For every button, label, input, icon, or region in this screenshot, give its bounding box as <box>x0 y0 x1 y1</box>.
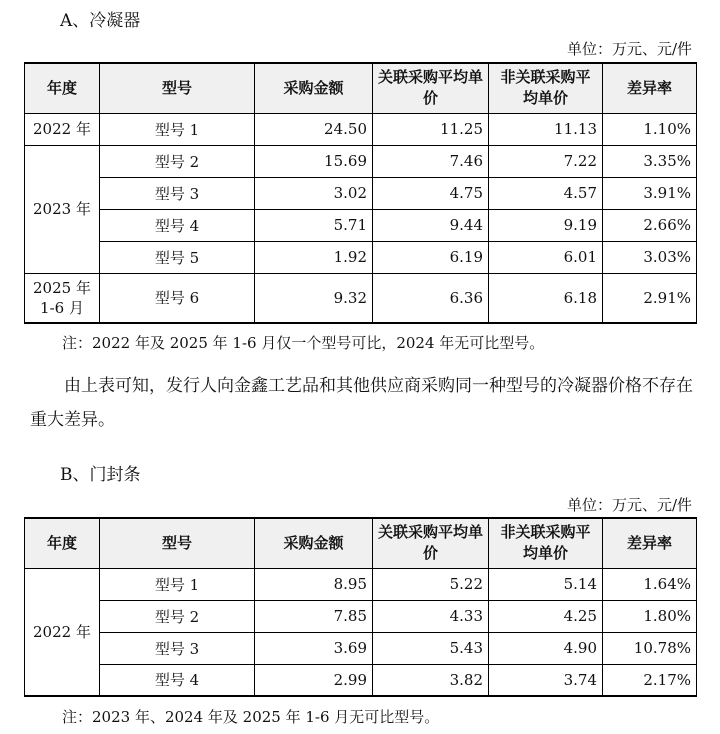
unrelated-price-cell: 5.14 <box>489 568 603 600</box>
model-cell: 型号 6 <box>100 273 255 323</box>
amount-cell: 15.69 <box>255 145 373 177</box>
header-diff-rate: 差异率 <box>603 63 697 113</box>
model-cell: 型号 3 <box>100 177 255 209</box>
header-amount: 采购金额 <box>255 63 373 113</box>
section-b-unit: 单位：万元、元/件 <box>566 496 692 514</box>
diff-rate-cell: 2.66% <box>603 209 697 241</box>
model-cell: 型号 2 <box>100 600 255 632</box>
model-cell: 型号 3 <box>100 632 255 664</box>
related-price-cell: 5.43 <box>373 632 489 664</box>
amount-cell: 9.32 <box>255 273 373 323</box>
table-row <box>25 241 697 273</box>
amount-cell: 2.99 <box>255 664 373 696</box>
amount-cell: 5.71 <box>255 209 373 241</box>
related-price-cell: 9.44 <box>373 209 489 241</box>
table-row <box>25 113 697 145</box>
amount-cell: 3.69 <box>255 632 373 664</box>
related-price-cell: 6.36 <box>373 273 489 323</box>
model-cell: 型号 5 <box>100 241 255 273</box>
amount-cell: 1.92 <box>255 241 373 273</box>
related-price-cell: 7.46 <box>373 145 489 177</box>
section-a-note: 注：2022 年及 2025 年 1-6 月仅一个型号可比，2024 年无可比型号。 <box>62 334 545 352</box>
amount-cell: 7.85 <box>255 600 373 632</box>
table-header-row <box>25 518 697 568</box>
header-model: 型号 <box>100 63 255 113</box>
section-b-note: 注：2023 年、2024 年及 2025 年 1-6 月无可比型号。 <box>62 708 440 726</box>
year-cell: 2025 年 1-6 月 <box>25 273 100 323</box>
unrelated-price-cell: 6.18 <box>489 273 603 323</box>
table-row <box>25 209 697 241</box>
door-seal-price-table <box>24 517 697 697</box>
diff-rate-cell: 2.91% <box>603 273 697 323</box>
unrelated-price-cell: 6.01 <box>489 241 603 273</box>
related-price-cell: 3.82 <box>373 664 489 696</box>
table-row <box>25 177 697 209</box>
section-a-unit: 单位：万元、元/件 <box>566 40 692 58</box>
related-price-cell: 4.33 <box>373 600 489 632</box>
unrelated-price-cell: 9.19 <box>489 209 603 241</box>
table-row <box>25 600 697 632</box>
model-cell: 型号 4 <box>100 664 255 696</box>
unrelated-price-cell: 4.90 <box>489 632 603 664</box>
diff-rate-cell: 3.35% <box>603 145 697 177</box>
header-year: 年度 <box>25 518 100 568</box>
related-price-cell: 6.19 <box>373 241 489 273</box>
table-row <box>25 568 697 600</box>
header-related-price: 关联采购平均单价 <box>373 63 489 113</box>
amount-cell: 8.95 <box>255 568 373 600</box>
header-unrelated-price: 非关联采购平均单价 <box>489 63 603 113</box>
model-cell: 型号 1 <box>100 113 255 145</box>
model-cell: 型号 1 <box>100 568 255 600</box>
diff-rate-cell: 2.17% <box>603 664 697 696</box>
year-cell: 2023 年 <box>25 145 100 273</box>
unrelated-price-cell: 7.22 <box>489 145 603 177</box>
condenser-price-table <box>24 62 697 324</box>
header-amount: 采购金额 <box>255 518 373 568</box>
year-cell: 2022 年 <box>25 568 100 696</box>
table-row <box>25 273 697 323</box>
related-price-cell: 4.75 <box>373 177 489 209</box>
section-a-heading: A、冷凝器 <box>60 11 141 31</box>
related-price-cell: 11.25 <box>373 113 489 145</box>
header-diff-rate: 差异率 <box>603 518 697 568</box>
unrelated-price-cell: 4.57 <box>489 177 603 209</box>
diff-rate-cell: 1.10% <box>603 113 697 145</box>
model-cell: 型号 4 <box>100 209 255 241</box>
diff-rate-cell: 3.91% <box>603 177 697 209</box>
section-b-heading: B、门封条 <box>60 465 141 485</box>
header-related-price: 关联采购平均单价 <box>373 518 489 568</box>
diff-rate-cell: 3.03% <box>603 241 697 273</box>
unrelated-price-cell: 11.13 <box>489 113 603 145</box>
table-row <box>25 632 697 664</box>
unrelated-price-cell: 4.25 <box>489 600 603 632</box>
table-row <box>25 664 697 696</box>
header-year: 年度 <box>25 63 100 113</box>
diff-rate-cell: 10.78% <box>603 632 697 664</box>
diff-rate-cell: 1.64% <box>603 568 697 600</box>
amount-cell: 3.02 <box>255 177 373 209</box>
table-row <box>25 145 697 177</box>
header-unrelated-price: 非关联采购平均单价 <box>489 518 603 568</box>
unrelated-price-cell: 3.74 <box>489 664 603 696</box>
diff-rate-cell: 1.80% <box>603 600 697 632</box>
table-header-row <box>25 63 697 113</box>
related-price-cell: 5.22 <box>373 568 489 600</box>
year-cell: 2022 年 <box>25 113 100 145</box>
model-cell: 型号 2 <box>100 145 255 177</box>
conclusion-paragraph: 由上表可知，发行人向金鑫工艺品和其他供应商采购同一种型号的冷凝器价格不存在重大差异。 <box>30 376 693 430</box>
header-model: 型号 <box>100 518 255 568</box>
amount-cell: 24.50 <box>255 113 373 145</box>
